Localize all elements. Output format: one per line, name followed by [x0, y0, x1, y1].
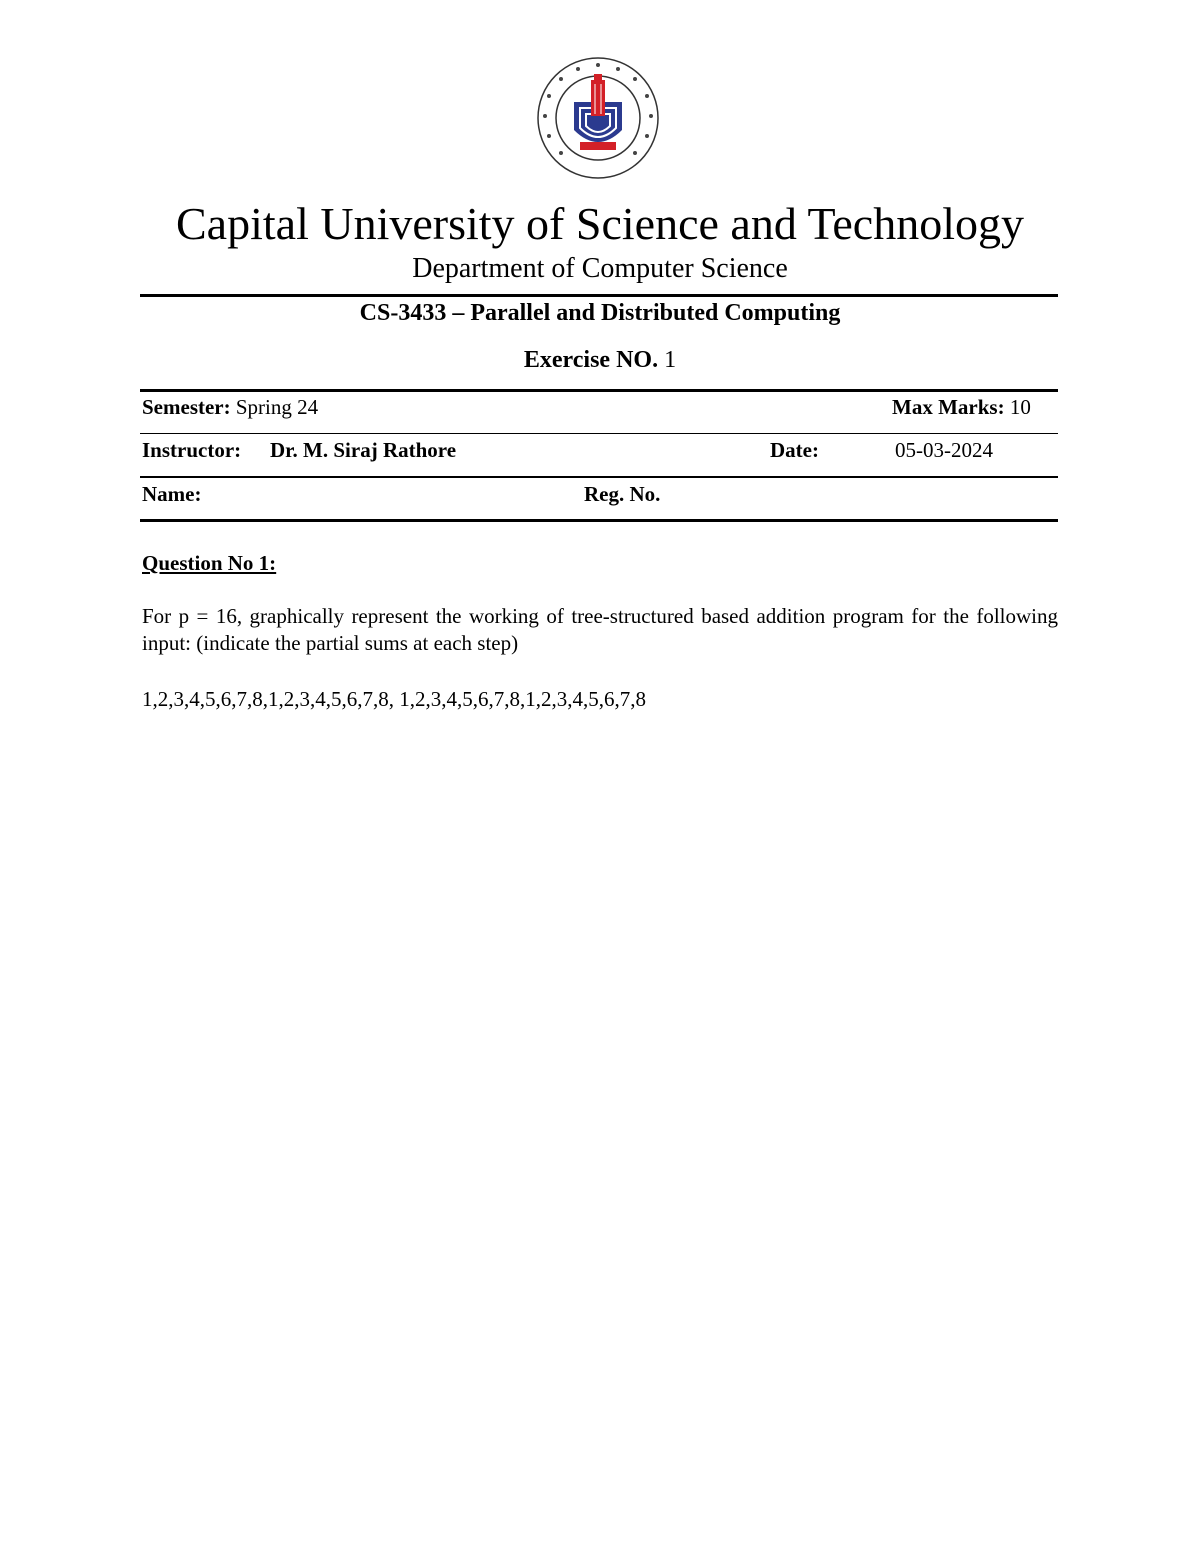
header-divider [140, 294, 1058, 297]
exercise-title [0, 345, 1200, 375]
info-row-divider [140, 476, 1058, 478]
info-row-divider [140, 433, 1058, 434]
date-value: 05-03-2024 [895, 438, 993, 462]
exercise-label: Exercise NO. [523, 347, 659, 373]
semester-field [142, 394, 318, 420]
exercise-number: 1 [664, 347, 677, 373]
info-table-top-border [140, 389, 1058, 392]
department-name: Department of Computer Science [412, 253, 788, 284]
semester-label: Semester: [142, 395, 231, 419]
instructor-value: Dr. M. Siraj Rathore [270, 438, 457, 462]
max-marks-field [892, 394, 1031, 420]
instructor-label: Instructor: [142, 438, 242, 462]
question-text: For p = 16, graphically represent the working of tree-structured based addition program for the following input: (indicate the partial sums at each step) [142, 604, 1058, 655]
semester-value: Spring 24 [235, 395, 319, 419]
input-sequence: 1,2,3,4,5,6,7,8,1,2,3,4,5,6,7,8, 1,2,3,4,5,6,7,8,1,2,3,4,5,6,7,8 [142, 687, 646, 711]
course-title: CS-3433 – Parallel and Distributed Computing [359, 300, 841, 326]
university-logo [534, 56, 662, 180]
university-seal-icon [534, 56, 662, 180]
question-heading: Question No 1: [142, 551, 277, 575]
max-marks-label: Max Marks: [892, 395, 1005, 419]
reg-no-label: Reg. No. [584, 482, 661, 506]
student-name-label: Name: [142, 482, 202, 506]
info-table-bottom-border [140, 519, 1058, 522]
university-name: Capital University of Science and Technology [176, 198, 1024, 249]
date-label: Date: [770, 438, 819, 462]
max-marks-value: 10 [1009, 395, 1031, 419]
